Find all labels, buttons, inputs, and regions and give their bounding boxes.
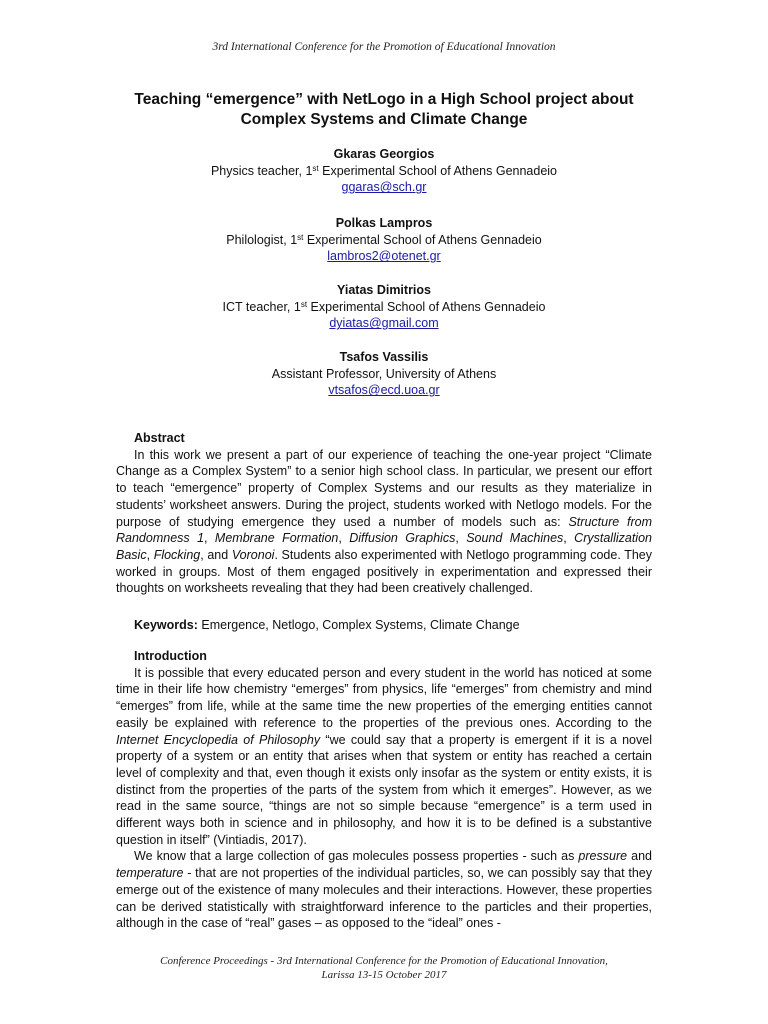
author-affiliation: Assistant Professor, University of Athens [271, 366, 497, 381]
author-block [0, 282, 768, 332]
introduction-paragraph: We know that a large collection of gas molecules possess properties - such as pressure and temperature - that are not properties of the individual particles, so, we can possibly say that they emerge out of the existence of many molecules and their interactions. However, these properties can be derived statistically with straightforward inference to the particles and their properties, although in the case of “real” gases – as opposed to the “ideal” ones - [116, 849, 652, 931]
paper-title [100, 90, 668, 130]
title-line-2: Complex Systems and Climate Change [240, 111, 528, 128]
author-block [0, 349, 768, 399]
author-email-link[interactable]: ggaras@sch.gr [341, 180, 427, 195]
introduction-section [116, 648, 652, 932]
author-email-link[interactable]: vtsafos@ecd.uoa.gr [328, 383, 440, 398]
introduction-paragraph: It is possible that every educated person and every student in the world has noticed at some time in their life how chemistry “emerges” from physics, life “emerges” from chemistry and mind “emerges” from life, while at the same time the new properties of the emerging entities cannot easily be explained with reference to the properties of the previous ones. According to the Internet Encyclopedia of Philosophy “we could say that a property is emergent if it is a novel property of a system or an entity that arises when that system or entity has reached a certain level of complexity and that, even though it exists only insofar as the system or entity exists, it is distinct from the properties of the parts of the system from which it emerges”. However, as we read in the same source, “things are not so simple because “emergence” is a term used in different ways both in science and in philosophy, and how it is to be defined is a substantive question in itself” (Vintiadis, 2017). [116, 665, 652, 847]
footer-line-1: Conference Proceedings - 3rd International Conference for the Promotion of Educational Innovation, [160, 955, 608, 967]
author-block [0, 146, 768, 196]
keywords-text: Emergence, Netlogo, Complex Systems, Climate Change [197, 618, 520, 632]
abstract-paragraph: In this work we present a part of our experience of teaching the one-year project “Climate Change as a Complex System” to a senior high school class. In particular, we present our effort to teach “emergence” property of Complex Systems and our results as they materialize in students’ worksheet answers. During the project, students worked with Netlogo models. For the purpose of studying emergence they used a number of models such as: Structure from Randomness 1, Membrane Formation, Diffusion Graphics, Sound Machines, Crystallization Basic, Flocking, and Voronoi. Students also experimented with Netlogo programming code. They worked in groups. Most of them engaged positively in experimentation and expressed their thoughts on worksheets revealing that they had been creatively challenged. [116, 447, 653, 596]
author-name: Yiatas Dimitrios [336, 283, 431, 297]
author-name: Polkas Lampros [335, 216, 433, 230]
keywords-label: Keywords: [134, 618, 198, 632]
author-email-link[interactable]: dyiatas@gmail.com [329, 316, 439, 331]
author-email-link[interactable]: lambros2@otenet.gr [327, 249, 441, 264]
author-block [0, 215, 768, 265]
abstract-section [116, 430, 652, 597]
keywords-line [116, 617, 652, 634]
introduction-heading: Introduction [134, 649, 207, 663]
author-affiliation: Philologist, 1st Experimental School of Athens Gennadeio [226, 232, 542, 247]
author-affiliation: Physics teacher, 1st Experimental School of Athens Gennadeio [210, 163, 558, 178]
title-line-1: Teaching “emergence” with NetLogo in a High School project about [134, 91, 634, 108]
abstract-heading: Abstract [134, 431, 185, 445]
footer-line-2: Larissa 13-15 October 2017 [321, 968, 447, 981]
page-footer [0, 955, 768, 982]
running-header: 3rd International Conference for the Promotion of Educational Innovation [212, 41, 556, 53]
author-name: Gkaras Georgios [333, 147, 435, 161]
author-name: Tsafos Vassilis [339, 350, 429, 364]
author-affiliation: ICT teacher, 1st Experimental School of Athens Gennadeio [222, 299, 546, 314]
